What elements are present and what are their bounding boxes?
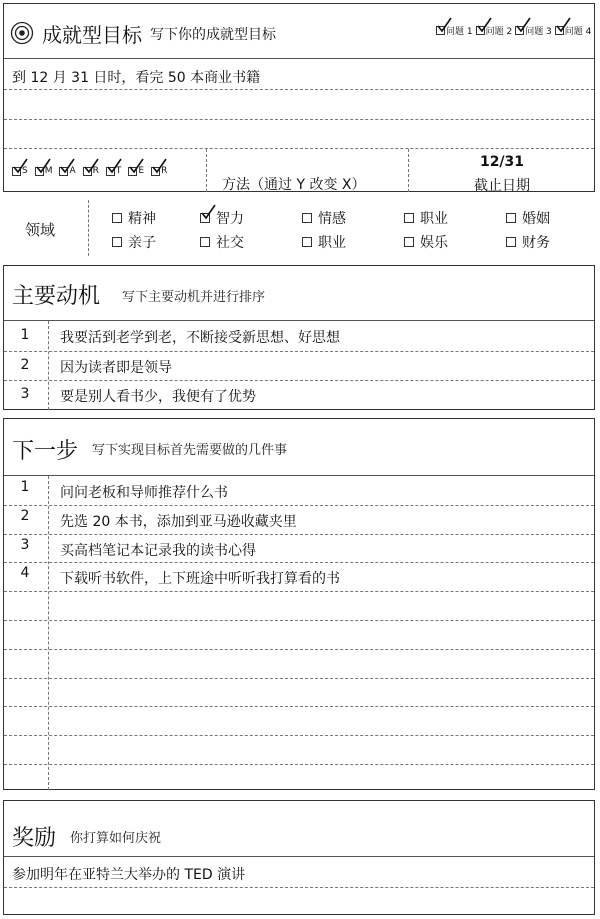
row-text: 买高档笔记本记录我的读书心得 bbox=[60, 542, 256, 559]
domain-option[interactable] bbox=[506, 208, 550, 228]
checkbox[interactable] bbox=[515, 26, 524, 35]
checkbox[interactable] bbox=[200, 213, 210, 223]
next-steps-card bbox=[3, 418, 595, 790]
motivation-card bbox=[3, 265, 595, 410]
next-step-row-empty[interactable] bbox=[50, 620, 594, 649]
row-text: 下载听书软件，上下班途中听听我打算看的书 bbox=[60, 571, 340, 588]
checkbox[interactable] bbox=[128, 167, 137, 176]
goal-card bbox=[3, 3, 595, 192]
domain-option-label: 亲子 bbox=[128, 235, 156, 251]
check-mark-icon bbox=[59, 158, 75, 174]
checkbox[interactable] bbox=[112, 213, 122, 223]
checkbox[interactable] bbox=[506, 237, 516, 247]
smarter-check-r[interactable] bbox=[151, 166, 167, 176]
check-mark-icon bbox=[151, 158, 167, 174]
checkbox[interactable] bbox=[12, 167, 21, 176]
row-text: 先选 20 本书，添加到亚马逊收藏夹里 bbox=[60, 513, 297, 530]
method-label: 方法（通过 Y 改变 X） bbox=[222, 177, 366, 193]
smarter-check-m[interactable] bbox=[35, 166, 53, 176]
row-number: 1 bbox=[20, 479, 30, 495]
domain-option-label: 情感 bbox=[318, 211, 346, 227]
question-check-1[interactable] bbox=[436, 24, 473, 37]
domain-option-label: 财务 bbox=[522, 235, 550, 251]
motivation-row[interactable] bbox=[4, 351, 594, 381]
checkbox[interactable] bbox=[476, 26, 485, 35]
row-number: 2 bbox=[20, 507, 30, 524]
domain-label: 领域 bbox=[25, 221, 56, 239]
check-mark-icon bbox=[200, 204, 216, 220]
check-mark-icon bbox=[83, 158, 99, 174]
check-mark-icon bbox=[106, 158, 122, 174]
next-step-row-empty[interactable] bbox=[50, 591, 594, 620]
motivation-row[interactable] bbox=[4, 380, 594, 410]
domain-option-label: 婚姻 bbox=[522, 211, 550, 227]
next-step-row[interactable] bbox=[4, 562, 594, 591]
domain-option-label: 职业 bbox=[420, 211, 448, 227]
target-icon bbox=[10, 21, 34, 45]
row-number: 2 bbox=[20, 356, 30, 373]
next-step-row[interactable] bbox=[4, 476, 594, 505]
checkbox[interactable] bbox=[200, 237, 210, 247]
checkbox[interactable] bbox=[83, 167, 92, 176]
question-label: 问题 3 bbox=[525, 27, 552, 37]
smarter-letter: T bbox=[115, 166, 122, 176]
question-check-3[interactable] bbox=[515, 24, 552, 37]
question-label: 问题 4 bbox=[564, 27, 592, 37]
next-step-row[interactable] bbox=[4, 505, 594, 534]
next-step-row-empty[interactable] bbox=[50, 706, 594, 735]
reward-subtitle: 你打算如何庆祝 bbox=[70, 831, 162, 846]
checkbox[interactable] bbox=[404, 237, 414, 247]
check-mark-icon bbox=[515, 17, 531, 33]
next-step-row-empty[interactable] bbox=[50, 678, 594, 707]
motivation-subtitle: 写下主要动机并进行排序 bbox=[122, 290, 266, 305]
domain-option[interactable] bbox=[404, 208, 448, 228]
domain-option[interactable] bbox=[302, 232, 346, 252]
smarter-letter: R bbox=[161, 166, 168, 176]
domain-option-label: 娱乐 bbox=[420, 235, 448, 251]
deadline-label: 截止日期 bbox=[474, 178, 530, 194]
smarter-check-e[interactable] bbox=[128, 166, 144, 176]
smarter-letter: E bbox=[138, 166, 145, 176]
checkbox[interactable] bbox=[35, 167, 44, 176]
smarter-check-t[interactable] bbox=[106, 166, 122, 176]
domain-option[interactable] bbox=[506, 232, 550, 252]
checkbox[interactable] bbox=[506, 213, 516, 223]
checkbox[interactable] bbox=[106, 167, 115, 176]
question-label: 问题 2 bbox=[485, 27, 513, 37]
question-check-2[interactable] bbox=[476, 24, 513, 37]
next-steps-subtitle: 写下实现目标首先需要做的几件事 bbox=[92, 443, 288, 458]
row-number: 3 bbox=[20, 386, 30, 402]
domain-option[interactable] bbox=[200, 208, 244, 228]
domain-option[interactable] bbox=[302, 208, 346, 228]
domain-option-label: 精神 bbox=[128, 211, 156, 227]
checkbox[interactable] bbox=[112, 237, 122, 247]
reward-card bbox=[3, 800, 595, 915]
next-steps-title: 下一步 bbox=[12, 439, 79, 464]
reward-title: 奖励 bbox=[12, 826, 57, 851]
checkbox[interactable] bbox=[436, 26, 445, 35]
checkbox[interactable] bbox=[302, 237, 312, 247]
smarter-check-a[interactable] bbox=[59, 166, 75, 176]
smarter-letter: M bbox=[44, 166, 53, 176]
domain-option-label: 社交 bbox=[216, 235, 244, 251]
row-number: 1 bbox=[20, 327, 30, 343]
domain-option-label: 智力 bbox=[216, 211, 244, 227]
smarter-letter: S bbox=[22, 166, 28, 176]
check-mark-icon bbox=[555, 17, 571, 33]
checkbox[interactable] bbox=[555, 26, 564, 35]
next-step-row-empty[interactable] bbox=[50, 735, 594, 764]
next-step-row-empty[interactable] bbox=[50, 649, 594, 678]
check-mark-icon bbox=[12, 158, 28, 174]
check-mark-icon bbox=[436, 17, 452, 33]
row-text: 问问老板和导师推荐什么书 bbox=[60, 485, 228, 501]
row-text: 我要活到老学到老，不断接受新思想、好思想 bbox=[60, 330, 340, 346]
question-label: 问题 1 bbox=[446, 27, 473, 37]
next-step-row[interactable] bbox=[4, 534, 594, 563]
deadline-value[interactable]: 12/31 bbox=[479, 154, 525, 170]
question-checklist bbox=[436, 24, 591, 37]
smarter-check-s[interactable] bbox=[12, 166, 28, 176]
goal-title: 成就型目标 bbox=[42, 23, 142, 47]
smarter-check-r[interactable] bbox=[83, 166, 99, 176]
question-check-4[interactable] bbox=[555, 24, 592, 37]
motivation-title: 主要动机 bbox=[12, 284, 101, 309]
smarter-checklist bbox=[12, 166, 170, 176]
row-number: 3 bbox=[20, 536, 30, 553]
row-text: 要是别人看书少，我便有了优势 bbox=[60, 389, 256, 405]
domain-option[interactable] bbox=[404, 232, 448, 252]
check-mark-icon bbox=[128, 158, 144, 174]
row-text: 因为读者即是领导 bbox=[60, 359, 172, 376]
check-mark-icon bbox=[476, 17, 492, 33]
smarter-letter: R bbox=[92, 166, 99, 176]
row-number: 4 bbox=[20, 565, 30, 582]
check-mark-icon bbox=[35, 158, 51, 174]
domain-option[interactable] bbox=[200, 232, 244, 252]
goal-subtitle: 写下你的成就型目标 bbox=[150, 27, 276, 43]
motivation-row[interactable] bbox=[4, 321, 594, 351]
domain-option-label: 职业 bbox=[318, 235, 346, 251]
checkbox[interactable] bbox=[59, 167, 68, 176]
checkbox[interactable] bbox=[151, 167, 160, 176]
next-step-row-empty[interactable] bbox=[50, 764, 594, 793]
reward-text[interactable]: 参加明年在亚特兰大举办的 TED 演讲 bbox=[12, 867, 246, 883]
checkbox[interactable] bbox=[302, 213, 312, 223]
checkbox[interactable] bbox=[404, 213, 414, 223]
domain-option[interactable] bbox=[112, 232, 156, 252]
domain-option[interactable] bbox=[112, 208, 156, 228]
goal-text[interactable]: 到 12 月 31 日时，看完 50 本商业书籍 bbox=[12, 70, 261, 86]
smarter-letter: A bbox=[69, 166, 76, 176]
